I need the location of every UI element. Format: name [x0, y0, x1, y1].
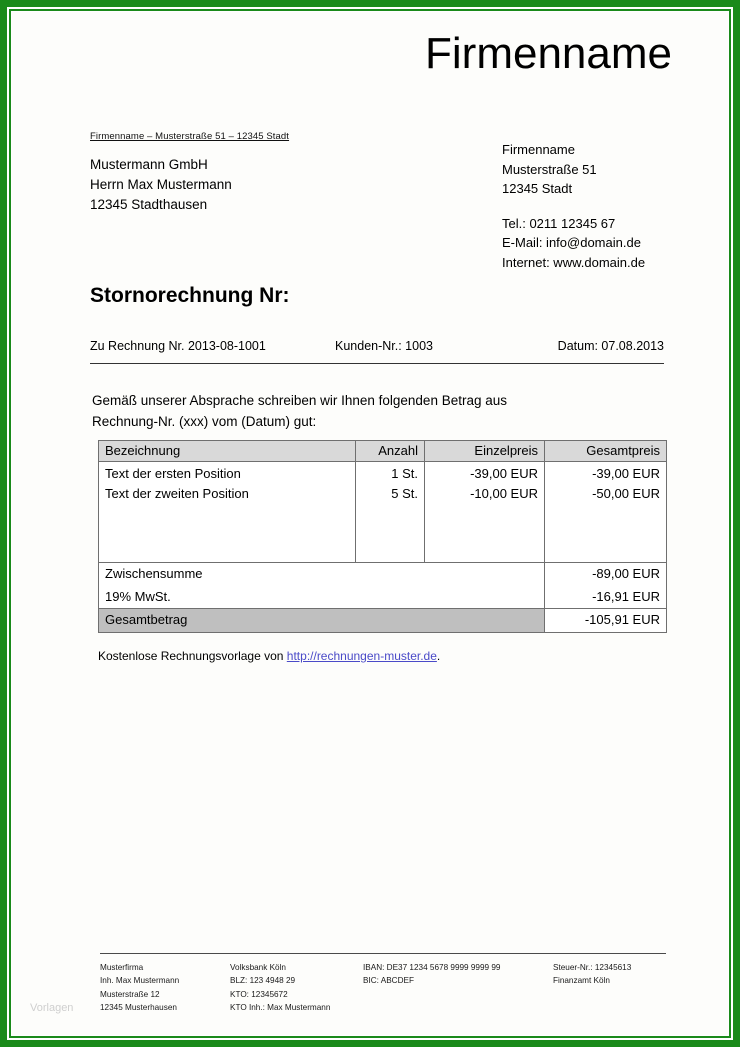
credit-text-after: . [436, 649, 441, 663]
footer-iban: IBAN: DE37 1234 5678 9999 9999 99 [363, 963, 501, 972]
footer-company-street: Musterstraße 12 [100, 989, 160, 999]
header-description: Bezeichnung [99, 441, 356, 462]
subtotal-value: -89,00 EUR [545, 563, 667, 586]
header-quantity: Anzahl [356, 441, 425, 462]
footer-company-city: 12345 Musterhausen [100, 1002, 177, 1012]
cell-unit-price: -10,00 EUR [425, 484, 545, 504]
intro-line-1: Gemäß unserer Absprache schreiben wir Ihnen folgenden Betrag aus [92, 393, 507, 408]
sender-street: Musterstraße 51 [502, 161, 597, 177]
footer-company-name: Musterfirma [100, 963, 144, 972]
footer-divider [100, 953, 666, 954]
grand-total-label: Gesamtbetrag [99, 609, 356, 632]
vat-value: -16,91 EUR [545, 586, 667, 609]
recipient-line-1: Mustermann GmbH [90, 157, 208, 172]
cell-total-price: -39,00 EUR [545, 462, 667, 485]
recipient-address [90, 155, 420, 215]
company-title: Firmenname [425, 29, 672, 78]
footer-tax-number: Steuer-Nr.: 12345613 [553, 963, 632, 972]
table-header-row [99, 441, 667, 462]
grand-total-value: -105,91 EUR [545, 609, 667, 632]
table-empty-space [99, 505, 667, 563]
customer-number: Kunden-Nr.: 1003 [335, 339, 433, 353]
footer-tax-office: Finanzamt Köln [553, 976, 610, 986]
summary-row-vat [99, 586, 667, 609]
credit-text-before: Kostenlose Rechnungsvorlage von [98, 649, 287, 663]
cell-quantity: 5 St. [356, 484, 425, 504]
header-total-price: Gesamtpreis [545, 441, 667, 462]
page-footer [100, 961, 666, 1014]
document-heading: Stornorechnung Nr: [90, 284, 290, 307]
sender-return-line: Firmenname – Musterstraße 51 – 12345 Stadt [90, 131, 290, 142]
footer-iban-column [363, 961, 553, 1014]
footer-bank-blz: BLZ: 123 4948 29 [230, 976, 296, 986]
footer-tax-column [553, 961, 666, 1014]
sender-city: 12345 Stadt [502, 181, 573, 196]
intro-line-2: Rechnung-Nr. (xxx) vom (Datum) gut: [92, 413, 317, 429]
table-row [99, 484, 667, 504]
cell-quantity: 1 St. [356, 462, 425, 485]
intro-paragraph [92, 391, 632, 432]
cell-description: Text der zweiten Position [99, 484, 356, 504]
cell-description: Text der ersten Position [99, 462, 356, 485]
sender-company: Firmenname [502, 142, 575, 157]
page-watermark: Vorlagen [30, 1002, 74, 1014]
footer-company-owner: Inh. Max Mustermann [100, 976, 180, 986]
recipient-line-3: 12345 Stadthausen [90, 196, 208, 212]
cell-unit-price: -39,00 EUR [425, 462, 545, 485]
vat-label: 19% MwSt. [99, 586, 356, 609]
subtotal-label: Zwischensumme [99, 563, 356, 586]
invoice-reference: Zu Rechnung Nr. 2013-08-1001 [90, 339, 266, 353]
header-unit-price: Einzelpreis [425, 441, 545, 462]
document-sheet [12, 12, 728, 1035]
letterhead [12, 30, 672, 78]
summary-row-subtotal [99, 563, 667, 586]
footer-bank-name: Volksbank Köln [230, 963, 286, 972]
address-block [90, 131, 420, 215]
template-source-link[interactable]: http://rechnungen-muster.de [286, 649, 437, 663]
sender-contact-block [502, 140, 645, 272]
meta-divider [90, 363, 664, 364]
footer-company-column [100, 961, 230, 1014]
sender-email: E-Mail: info@domain.de [502, 235, 641, 250]
cell-total-price: -50,00 EUR [545, 484, 667, 504]
footer-bank-kto: KTO: 12345672 [230, 989, 288, 999]
footer-bank-column [230, 961, 363, 1014]
summary-row-grand-total [99, 609, 667, 632]
document-date: Datum: 07.08.2013 [557, 339, 664, 353]
template-credit [98, 649, 440, 663]
sender-website: Internet: www.domain.de [502, 254, 646, 270]
contact-spacer [502, 199, 645, 214]
footer-bank-account-holder: KTO Inh.: Max Mustermann [230, 1002, 331, 1012]
recipient-line-2: Herrn Max Mustermann [90, 176, 232, 192]
sender-phone: Tel.: 0211 12345 67 [502, 215, 616, 231]
table-row [99, 462, 667, 485]
line-items-table [98, 440, 667, 633]
footer-bic: BIC: ABCDEF [363, 976, 414, 986]
document-meta-row [90, 339, 664, 353]
